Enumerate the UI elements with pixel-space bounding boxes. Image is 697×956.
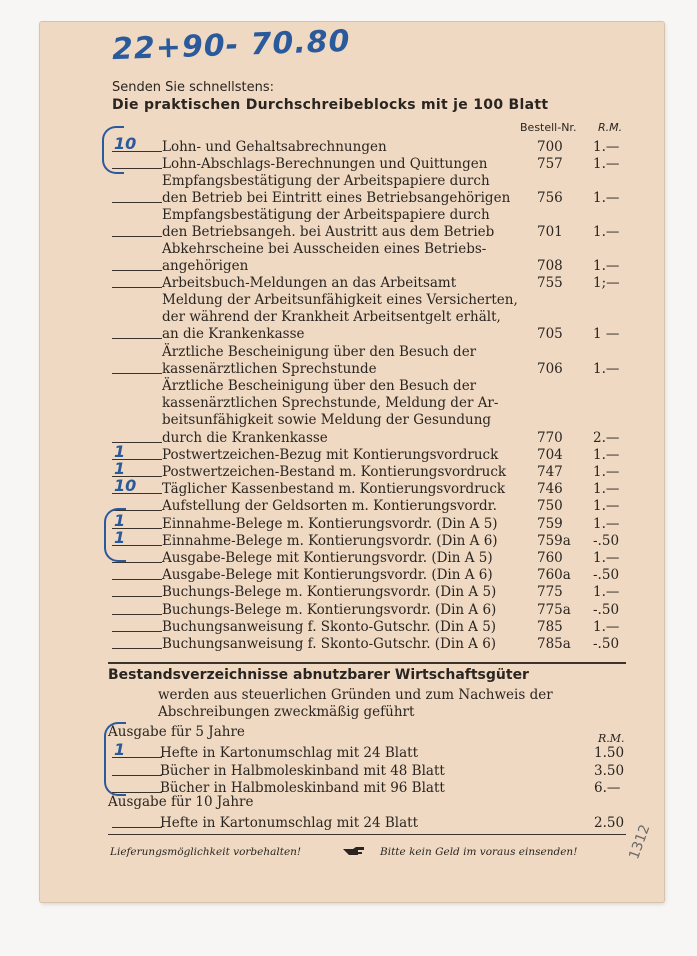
quantity-blank[interactable] [112, 579, 162, 580]
item-text: kassenärztlichen Sprechstunde [162, 361, 377, 377]
order-number: 708 [537, 258, 563, 274]
item-row [40, 567, 664, 584]
col-header-order-number: Bestell-Nr. [520, 121, 577, 134]
item-text: Ärztliche Bescheinigung über den Besuch der [162, 344, 477, 360]
price: 1.— [593, 498, 620, 514]
quantity-blank[interactable] [112, 236, 162, 237]
handwritten-total: 22+90- 70.80 [111, 23, 351, 68]
order-number: 760 [537, 550, 563, 566]
item-row [40, 763, 664, 780]
item-row [40, 430, 664, 447]
item-text: Empfangsbestätigung der Arbeitspapiere durch [162, 207, 490, 223]
price: 1 — [593, 326, 620, 342]
handwritten-quantity: 1 [114, 511, 126, 530]
item-text: Hefte in Kartonumschlag mit 24 Blatt [160, 815, 419, 831]
quantity-blank[interactable] [112, 775, 162, 776]
item-text: Ausgabe-Belege mit Kontierungsvordr. (Din A 5) [162, 550, 493, 566]
intro-text: Senden Sie schnellstens: [112, 80, 274, 95]
quantity-blank[interactable] [112, 648, 162, 649]
item-row [40, 412, 664, 429]
item-text: der während der Krankheit Arbeitsentgelt erhält, [162, 309, 501, 325]
handwritten-side-note: 1312 [626, 822, 654, 862]
item-text: Empfangsbestätigung der Arbeitspapiere durch [162, 173, 490, 189]
order-number: 785 [537, 619, 563, 635]
price: 1.— [593, 156, 620, 172]
order-number: 755 [537, 275, 563, 291]
handwritten-quantity: 1 [114, 459, 126, 478]
item-text: Lohn-Abschlags-Berechnungen und Quittungen [162, 156, 488, 172]
order-number: 756 [537, 190, 563, 206]
order-number: 759a [537, 533, 571, 549]
handwritten-quantity: 1 [114, 528, 126, 547]
item-row [40, 190, 664, 207]
quantity-blank[interactable] [112, 287, 162, 288]
price: 2.— [593, 430, 620, 446]
price: -.50 [593, 533, 620, 549]
order-number: 746 [537, 481, 563, 497]
order-number: 750 [537, 498, 563, 514]
edition-5-years: Ausgabe für 5 Jahre [108, 724, 245, 740]
handwritten-quantity: 10 [114, 476, 137, 495]
item-row [40, 550, 664, 567]
item-row [40, 134, 664, 156]
item-text: Buchungsanweisung f. Skonto-Gutschr. (Din A 6) [162, 636, 497, 652]
section-divider [108, 662, 626, 664]
price: 1.— [593, 224, 620, 240]
item-text: Einnahme-Belege m. Kontierungsvordr. (Din A 5) [162, 516, 498, 532]
item-row [40, 584, 664, 601]
item-text: durch die Krankenkasse [162, 430, 328, 446]
price: 1.— [593, 139, 620, 155]
item-text: angehörigen [162, 258, 249, 274]
item-row [40, 326, 664, 343]
price: -.50 [593, 636, 620, 652]
item-text: Täglicher Kassenbestand m. Kontierungsvordruck [162, 481, 506, 497]
item-text: Bücher in Halbmoleskinband mit 96 Blatt [160, 780, 445, 796]
item-text: Ärztliche Bescheinigung über den Besuch der [162, 378, 477, 394]
order-number: 759 [537, 516, 563, 532]
item-row [40, 258, 664, 275]
quantity-blank[interactable] [112, 202, 162, 203]
item-row [40, 476, 664, 498]
order-number: 700 [537, 139, 563, 155]
item-text: Aufstellung der Geldsorten m. Kontierungsvordr. [162, 498, 497, 514]
order-number: 775a [537, 602, 571, 618]
order-form-card [40, 22, 664, 902]
price: 2.50 [594, 815, 625, 831]
item-row [40, 780, 664, 797]
quantity-blank[interactable] [112, 338, 162, 339]
item-row [40, 498, 664, 515]
handwritten-quantity: 1 [114, 442, 126, 461]
order-number: 706 [537, 361, 563, 377]
order-number: 701 [537, 224, 563, 240]
handwritten-quantity: 1 [114, 740, 126, 759]
item-text: den Betriebsangeh. bei Austritt aus dem Betrieb [162, 224, 495, 240]
item-row [40, 241, 664, 258]
price: 1.— [593, 584, 620, 600]
order-number: 785a [537, 636, 571, 652]
item-row [40, 511, 664, 533]
footer-divider [108, 834, 626, 835]
order-number: 705 [537, 326, 563, 342]
item-row [40, 361, 664, 378]
handwritten-bracket-icon [102, 126, 124, 174]
price: 1.— [593, 258, 620, 274]
item-row [40, 224, 664, 241]
price: 1;— [593, 275, 620, 291]
order-number: 760a [537, 567, 571, 583]
item-text: Arbeitsbuch-Meldungen an das Arbeitsamt [162, 275, 457, 291]
item-row [40, 378, 664, 395]
section2-line1: werden aus steuerlichen Gründen und zum Nachweis der [158, 687, 553, 703]
item-row [40, 619, 664, 636]
item-text: Hefte in Kartonumschlag mit 24 Blatt [160, 745, 419, 761]
price: 1.— [593, 516, 620, 532]
heading: Die praktischen Durchschreibeblocks mit je 100 Blatt [112, 97, 549, 113]
handwritten-bracket-icon [104, 508, 126, 562]
price: 3.50 [594, 763, 625, 779]
quantity-blank[interactable] [112, 614, 162, 615]
price: 1.— [593, 464, 620, 480]
item-row [40, 292, 664, 309]
item-row [40, 344, 664, 361]
section2-title: Bestandsverzeichnisse abnutzbarer Wirtschaftsgüter [108, 667, 529, 683]
price: 1.— [593, 619, 620, 635]
price: 1.— [593, 190, 620, 206]
price: -.50 [593, 602, 620, 618]
item-text: Ausgabe-Belege mit Kontierungsvordr. (Din A 6) [162, 567, 493, 583]
quantity-blank[interactable] [112, 562, 162, 563]
order-number: 757 [537, 156, 563, 172]
item-text: Abkehrscheine bei Ausscheiden eines Betriebs- [162, 241, 487, 257]
item-row [40, 602, 664, 619]
item-row [40, 207, 664, 224]
price: 1.— [593, 550, 620, 566]
price: 1.50 [594, 745, 625, 761]
pointing-hand-icon [342, 845, 366, 857]
item-text: an die Krankenkasse [162, 326, 305, 342]
item-row [40, 740, 664, 762]
item-row [40, 815, 664, 832]
item-text: Buchungs-Belege m. Kontierungsvordr. (Din A 6) [162, 602, 497, 618]
price: 1.— [593, 361, 620, 377]
item-text: den Betrieb bei Eintritt eines Betriebsangehörigen [162, 190, 511, 206]
price: 6.— [594, 780, 621, 796]
item-row [40, 528, 664, 550]
footer-left: Lieferungsmöglichkeit vorbehalten! [110, 846, 302, 858]
quantity-blank[interactable] [112, 596, 162, 597]
item-text: Bücher in Halbmoleskinband mit 48 Blatt [160, 763, 445, 779]
handwritten-quantity: 10 [114, 134, 137, 153]
price: 1.— [593, 481, 620, 497]
price: 1.— [593, 447, 620, 463]
item-row [40, 156, 664, 173]
item-text: Buchungsanweisung f. Skonto-Gutschr. (Din A 5) [162, 619, 497, 635]
item-text: Einnahme-Belege m. Kontierungsvordr. (Din A 6) [162, 533, 498, 549]
order-number: 770 [537, 430, 563, 446]
item-row [40, 636, 664, 653]
item-text: Meldung der Arbeitsunfähigkeit eines Versicherten, [162, 292, 518, 308]
item-row [40, 395, 664, 412]
item-row [40, 275, 664, 292]
edition-10-years: Ausgabe für 10 Jahre [108, 794, 254, 810]
section2-line2: Abschreibungen zweckmäßig geführt [158, 704, 415, 720]
quantity-blank[interactable] [112, 270, 162, 271]
item-text: Postwertzeichen-Bestand m. Kontierungsvordruck [162, 464, 507, 480]
order-number: 704 [537, 447, 563, 463]
item-text: Buchungs-Belege m. Kontierungsvordr. (Din A 5) [162, 584, 497, 600]
item-text: Postwertzeichen-Bezug mit Kontierungsvordruck [162, 447, 499, 463]
item-text: kassenärztlichen Sprechstunde, Meldung der Ar- [162, 395, 499, 411]
quantity-blank[interactable] [112, 792, 162, 793]
footer-right: Bitte kein Geld im voraus einsenden! [380, 846, 578, 858]
col-header-price: R.M. [598, 121, 623, 134]
item-text: beitsunfähigkeit sowie Meldung der Gesundung [162, 412, 492, 428]
item-row [40, 442, 664, 464]
section2-price-header: R.M. [598, 732, 625, 745]
quantity-blank[interactable] [112, 631, 162, 632]
quantity-blank[interactable] [112, 827, 162, 828]
order-number: 747 [537, 464, 563, 480]
quantity-blank[interactable] [112, 373, 162, 374]
order-number: 775 [537, 584, 563, 600]
price: -.50 [593, 567, 620, 583]
item-row [40, 173, 664, 190]
item-text: Lohn- und Gehaltsabrechnungen [162, 139, 387, 155]
item-row [40, 309, 664, 326]
